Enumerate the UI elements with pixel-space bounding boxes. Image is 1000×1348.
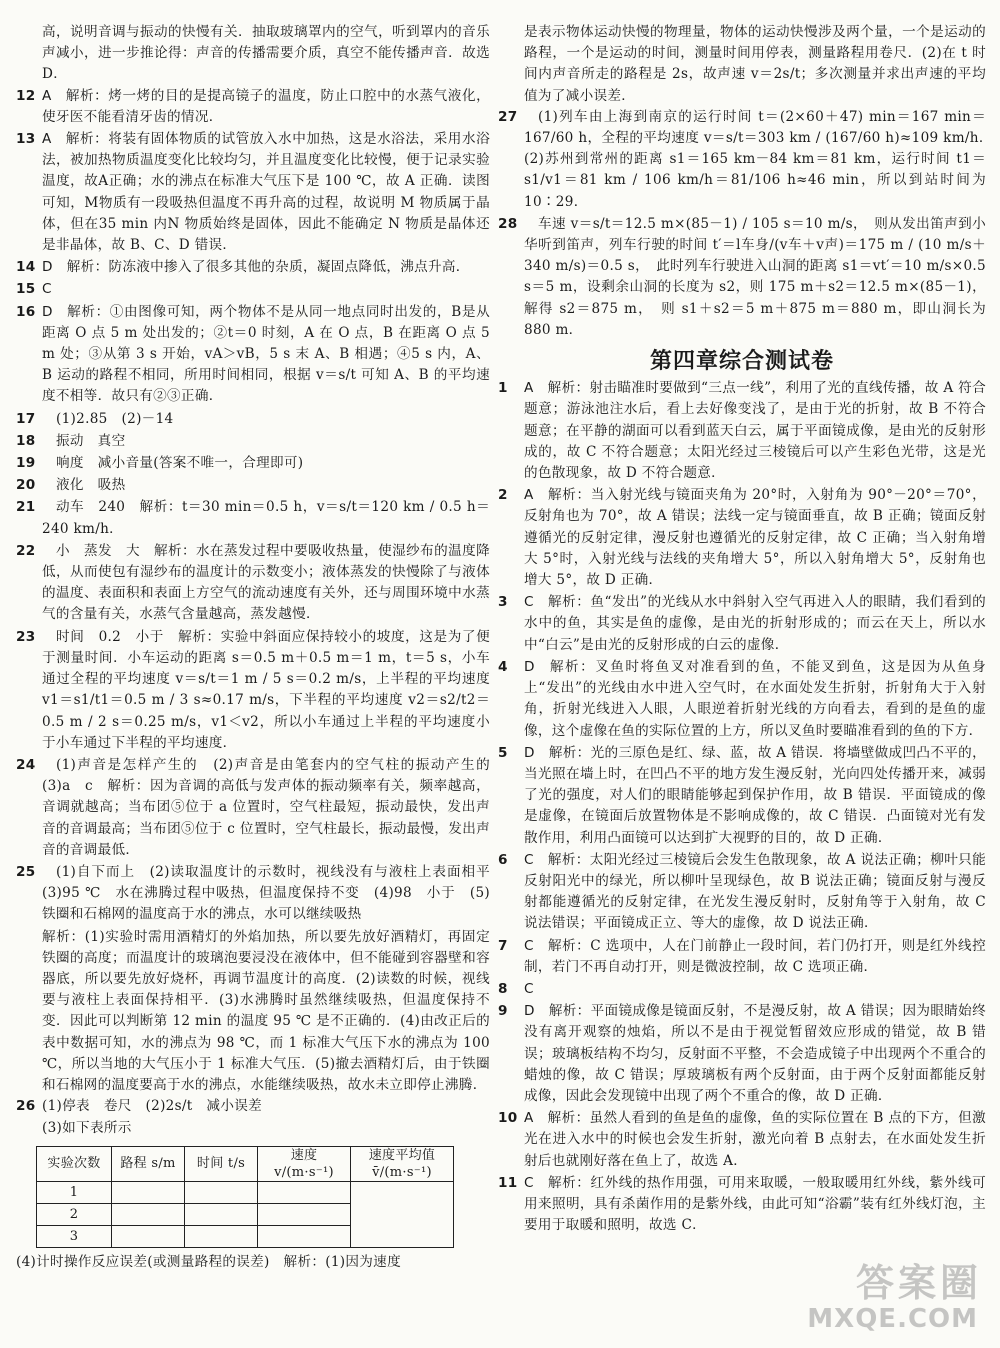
answer-item — [16, 409, 490, 430]
answer-number: 23 — [16, 628, 36, 645]
answer-text — [42, 431, 490, 452]
answer-body: 解析：平面镜成像是镜面反射，不是漫反射，故 A 错误；因为眼睛始终没有离开观察的烛焰，所以不是由于视觉暂留效应形成的错觉，故 B 错误；玻璃板结构不均匀，反射面不平整，不会造成镜子中出现两个不重合的蜡烛的像，故 C 错误；厚玻璃板有两个反射面，由于两个反射面都能反射成像，因此会发现镜中出现了两个不重合的像，故 D 正确． — [524, 1003, 986, 1104]
answer-body: 液化 吸热 — [56, 477, 126, 494]
answer-choice: C — [42, 281, 52, 298]
answer-item — [16, 497, 490, 539]
table-header: 路程 s/m — [112, 1146, 185, 1181]
answer-text — [42, 541, 490, 626]
table-cell: 1 — [37, 1181, 112, 1203]
answer-number: 18 — [16, 432, 36, 449]
answer-choice: D — [524, 658, 535, 675]
answer-number: 2 — [498, 487, 508, 504]
answer-body: 时间 0.2 小于 解析：实验中斜面应保持较小的坡度，这是为了便于测量时间．小车运动的距离 s＝0.5 m＋0.5 m＝1 m，t＝5 s，小车通过全程的平均速度 v＝s/t＝1 m / 5 s＝0.2 m/s，上半程的平均速度 v1＝s1/t1＝0.5 m / 3 s≈0.17 m/s，下半程的平均速度 v2＝s2/t2＝0.5 m / 2 s＝0.25 m/s，v1＜v2，所以小车通过上半程的平均速度小于小车通过下半程的平均速度． — [42, 628, 490, 751]
answer-text — [42, 627, 490, 754]
answer-choice: A — [42, 131, 52, 148]
answer-text — [42, 409, 490, 430]
answer-26 — [16, 1096, 490, 1117]
answer-choice: C — [524, 1174, 534, 1191]
answer-body: 动车 240 解析：t＝30 min＝0.5 h，v＝s/t＝120 km / 0.5 h＝240 km/h． — [42, 499, 490, 537]
answer-body: 车速 v＝s/t＝12.5 m×(85－1) / 105 s＝10 m/s， 则从发出笛声到小华听到笛声，列车行驶的时间 t′＝l车身/(v车＋v声)＝175 m / (10 m/s＋340 m/s)＝0.5 s， 此时列车行驶进入山洞的距离 s1＝vt′＝10 m/s×0.5 s＝5 m，设剩余山洞的长度为 s2，则 175 m＋s2＝12.5 m×(85－1)，解得 s2＝875 m， 则 s1＋s2＝5 m＋875 m＝880 m，即山洞长为 880 m． — [524, 215, 986, 338]
answer-item — [498, 107, 1000, 213]
answer-text — [524, 107, 1000, 213]
answer-item — [16, 129, 490, 256]
table-cell: 2 — [37, 1203, 112, 1225]
answer-item — [16, 302, 490, 408]
answer-choice: D — [524, 744, 535, 761]
answer-body: 解析：烤一烤的目的是提高镜子的温度，防止口腔中的水蒸气液化，使牙医不能看清牙齿的情况． — [42, 87, 490, 125]
answer-text — [524, 485, 986, 591]
answer-body: (1)自下而上 (2)读取温度计的示数时，视线没有与液柱上表面相平 (3)95 ℃ 水在沸腾过程中吸热，但温度保持不变 (4)98 小于 (5)铁圈和石棉网的温度高于水的沸点，水可以继续吸热 — [42, 863, 504, 923]
answer-body: 振动 真空 — [56, 432, 126, 449]
answer-number: 10 — [498, 1110, 518, 1127]
answer-item — [498, 214, 986, 341]
answer-body: 解析：将装有固体物质的试管放入水中加热，这是水浴法，采用水浴法，被加热物质温度变化比较均匀，并且温度变化比较慢，便于记录实验温度，故A正确；水的沸点在标准大气压下是 100 ℃，故 A 正确．读图可知，M物质有一段吸热但温度不再升高的过程，故说明 M 物质属于晶体，但在35 min 内N 物质始终是固体，因此不能确定 N 物质是晶体还是非晶体，故 B、C、D 错误． — [42, 131, 490, 254]
answer-text — [42, 302, 490, 408]
answer-26-end: (4)计时操作反应误差(或测量路程的误差) 解析：(1)因为速度 — [16, 1254, 401, 1271]
answer-item — [498, 850, 986, 935]
section-title: 第四章综合测试卷 — [649, 349, 834, 375]
answer-choice: C — [524, 937, 534, 954]
answer-number: 8 — [498, 980, 508, 997]
answer-body: (1)列车由上海到南京的运行时间 t＝(2×60＋47) min＝167 min＝167/60 h，全程的平均速度 v＝s/t＝303 km / (167/60 h)≈109 km/h． (2)苏州到常州的距离 s1＝165 km－84 km＝81 km，运行时间 t1＝s1/v1＝81 km / 106 km/h＝81/106 h≈46 min，所以到站时间为 10∶29． — [524, 108, 1000, 210]
answer-choice: A — [524, 1110, 534, 1127]
answer-item — [498, 592, 986, 656]
answer-number: 16 — [16, 303, 36, 320]
answer-body: 解析：①由图像可知，两个物体不是从同一地点同时出发的，B是从距离 O 点 5 m 处出发的；②t＝0 时刻，A 在 O 点，B 在距离 O 点 5 m 处；③从第 3 s 开始，vA＞vB，5 s 末 A、B 相遇；④5 s 内，A、B 运动的路程不相同，所用时间相同，根据 v＝s/t 可知 A、B 的平均速度不相等．故只有②③正确． — [42, 303, 490, 405]
answer-number: 17 — [16, 410, 36, 427]
chapter4-answer-list — [498, 378, 986, 1236]
answer-body: 解析：太阳光经过三棱镜后会发生色散现象，故 A 说法正确；柳叶只能反射阳光中的绿光，所以柳叶呈现绿色，故 B 说法正确；镜面反射与漫反射都能遵循光的反射定律，在光发生漫反射时，反射角等于入射角，故 C 说法错误；平面镜成正立、等大的虚像，故 D 说法正确． — [524, 851, 986, 932]
table-header: 速度平均值 v̄/(m·s⁻¹) — [351, 1146, 454, 1181]
answer-choice: A — [524, 380, 534, 397]
answer-choice: C — [524, 851, 534, 868]
answer-number: 13 — [16, 131, 36, 148]
answer-text — [42, 129, 490, 256]
answer-number: 5 — [498, 744, 508, 761]
answer-text — [42, 453, 490, 474]
answer-body: 解析：虽然人看到的鱼是鱼的虚像，鱼的实际位置在 B 点的下方，但激光在进入水中的时候也会发生折射，激光向着 B 点射去，在水面处发生折射后也就刚好落在鱼上了，故选 A． — [524, 1110, 986, 1169]
answer-text — [524, 743, 986, 849]
answer-number: 21 — [16, 499, 36, 516]
answer-number: 3 — [498, 594, 508, 611]
answer-number: 20 — [16, 477, 36, 494]
answer-text — [42, 279, 490, 300]
answer-number: 24 — [16, 756, 36, 773]
answer-choice: C — [524, 594, 534, 611]
watermark-logo — [806, 1252, 982, 1334]
table-header: 时间 t/s — [185, 1146, 258, 1181]
answer-choice: C — [524, 980, 534, 997]
table-header-row — [37, 1146, 454, 1181]
answer-text — [42, 257, 490, 278]
answer-body: 小 蒸发 大 解析：水在蒸发过程中要吸收热量，使湿纱布的温度降低，从而使包有湿纱布的温度计的示数变小；液体蒸发的快慢除了与液体的温度、表面积和表面上方空气的流动速度有关外，还与周围环境中水蒸气的含量有关，水蒸气含量越高，蒸发越慢． — [42, 542, 490, 623]
answer-number: 1 — [498, 380, 508, 397]
answer-text — [42, 86, 490, 128]
answer-text — [42, 475, 490, 496]
answer-choice: D — [42, 303, 53, 320]
experiment-table — [36, 1146, 454, 1249]
answer-item — [16, 755, 504, 861]
left-column — [16, 22, 504, 1273]
table-header: 实验次数 — [37, 1146, 112, 1181]
answer-number: 7 — [498, 937, 508, 954]
answer-body: 解析：鱼“发出”的光线从水中斜射入空气再进入人的眼睛，我们看到的水中的鱼，其实是鱼的虚像，是由光的折射形成的；而云在天上，所以水中“白云”是由光的反射形成的白云的虚像． — [524, 594, 986, 653]
answer-text — [524, 1001, 986, 1107]
answer-number: 26 — [16, 1098, 36, 1115]
answer-number: 25 — [16, 863, 36, 880]
answer-text — [524, 378, 986, 484]
answer-text — [42, 497, 490, 539]
answer-item — [498, 485, 986, 591]
answer-body: 解析：射击瞄准时要做到“三点一线”，利用了光的直线传播，故 A 符合题意；游泳池注水后，看上去好像变浅了，是由于光的折射，故 B 不符合题意；在平静的湖面可以看到蓝天白云，属于平面镜成像，是由光的反射形成的，故 C 不符合题意；太阳光经过三棱镜后可以产生彩色光带，这是光的色散现象，故 D 不符合题意． — [524, 380, 986, 482]
answer-item — [16, 475, 490, 496]
answer-item — [498, 1001, 986, 1107]
answer-item — [498, 378, 986, 484]
answer-number: 4 — [498, 658, 508, 675]
answer-number: 11 — [498, 1174, 518, 1191]
left-answer-list — [16, 86, 504, 926]
answer-26-line: (1)停表 卷尺 (2)2s/t 减小误差 — [42, 1098, 263, 1115]
answer-body: 解析：防冻液中掺入了很多其他的杂质，凝固点降低，沸点升高． — [66, 259, 470, 276]
answer-text — [524, 850, 986, 935]
intro-paragraph: 高，说明音调与振动的快慢有关．抽取玻璃罩内的空气，听到罩内的音乐声减小，进一步推论得：声音的传播需要介质，真空不能传播声音．故选 D． — [42, 24, 490, 83]
answer-text — [524, 214, 986, 341]
answer-item — [498, 1173, 986, 1237]
answer-25-analysis: 解析：(1)实验时需用酒精灯的外焰加热，所以要先放好酒精灯，再固定铁圈的高度；而温度计的玻璃泡要浸没在液体中，但不能碰到容器壁和容器底，所以要先放好烧杯，再调节温度计的高度．(2)读数的时候，视线要与液柱上表面保持相平．(3)水沸腾时虽然继续吸热，但温度保持不变．因此可以判断第 12 min 的温度 95 ℃ 是不正确的．(4)由改正后的表中数据可知，水的沸点为 98 ℃，而 1 标准大气压下水的沸点为 100 ℃，所以当地的大气压小于 1 标准大气压．(5)撤去酒精灯后，由于铁圈和石棉网的温度要高于水的沸点，水能继续吸热，故水未立即停止沸腾． — [42, 928, 490, 1093]
answer-number: 15 — [16, 281, 36, 298]
answer-item — [498, 657, 986, 742]
answer-choice: A — [524, 487, 534, 504]
right-answer-list — [498, 107, 1000, 341]
answer-choice: A — [42, 87, 52, 104]
answer-item — [16, 431, 490, 452]
answer-number: 14 — [16, 259, 36, 276]
answer-body: 解析：C 选项中，人在门前静止一段时间，若门仍打开，则是红外线控制，若门不再自动打开，则是微波控制，故 C 选项正确． — [524, 937, 986, 975]
answer-text — [524, 1108, 986, 1172]
answer-item — [16, 541, 490, 626]
answer-text — [42, 862, 504, 926]
answer-body: (1)2.85 (2)－14 — [56, 410, 174, 427]
answer-number: 22 — [16, 542, 36, 559]
answer-item — [16, 453, 490, 474]
answer-body: 解析：叉鱼时将鱼叉对准看到的鱼，不能叉到鱼，这是因为从鱼身上“发出”的光线由水中进入空气时，在水面处发生折射，折射角大于入射角，折射光线进入人眼，人眼逆着折射光线的方向看去，看到的是鱼的虚像，这个虚像在鱼的实际位置的上方，所以叉鱼时要瞄准看到的鱼的下方． — [524, 658, 986, 739]
answer-number: 27 — [498, 108, 518, 125]
answer-item — [498, 936, 986, 978]
answer-item — [16, 279, 490, 300]
answer-text — [524, 979, 986, 1000]
answer-text — [42, 755, 504, 861]
answer-body: 响度 减小音量(答案不唯一，合理即可) — [56, 455, 304, 472]
answer-choice: D — [42, 259, 53, 276]
answer-choice: D — [524, 1003, 535, 1020]
table-cell: 3 — [37, 1225, 112, 1247]
answer-number: 6 — [498, 851, 508, 868]
right-column — [498, 22, 1000, 1237]
table-row — [37, 1181, 454, 1203]
answer-text — [524, 1173, 986, 1237]
answer-item — [498, 1108, 986, 1172]
answer-text — [524, 592, 986, 656]
watermark-url: MXQE.COM — [807, 1304, 978, 1334]
answer-body: 解析：光的三原色是红、绿、蓝，故 A 错误．将墙壁做成凹凸不平的，当光照在墙上时，在凹凸不平的地方发生漫反射，光向四处传播开来，减弱了光的强度，对人们的眼睛能够起到保护作用，故 B 错误．平面镜成的像是虚像，在镜面后放置物体是不影响成像的，故 C 错误．凸面镜对光有发散作用，利用凸面镜可以达到扩大视野的目的，故 D 正确． — [524, 744, 986, 846]
answer-item — [16, 86, 490, 128]
answer-text — [524, 657, 986, 742]
answer-number: 12 — [16, 87, 36, 104]
answer-number: 9 — [498, 1003, 508, 1020]
answer-text — [524, 936, 986, 978]
answer-body: (1)声音是怎样产生的 (2)声音是由笔套内的空气柱的振动产生的 (3)a c 解析：因为音调的高低与发声体的振动频率有关，频率越高，音调就越高；当布团⑤位于 a 位置时，空气柱最短，振动最快，发出声音的音调最高；当布团⑤位于 c 位置时，空气柱最长，振动最慢，发出声音的音调最低． — [42, 756, 504, 858]
answer-item — [16, 257, 490, 278]
answer-body: 解析：当入射光线与镜面夹角为 20°时，入射角为 90°－20°＝70°，反射角也为 70°，故 A 错误；法线一定与镜面垂直，故 B 正确；镜面反射遵循光的反射定律，漫反射也遵循光的反射定律，故 C 正确；当入射角增大 5°时，入射光线与法线的夹角增大 5°，所以入射角增大 5°，反射角也增大 5°，故 D 正确． — [524, 487, 986, 589]
answer-item — [498, 979, 986, 1000]
answer-item — [16, 862, 504, 926]
right-top-paragraph: 是表示物体运动快慢的物理量，物体的运动快慢涉及两个量，一个是运动的路程，一个是运动的时间，测量时间用停表，测量路程用卷尺．(2)在 t 时间内声音所走的路程是 2s，故声速 v＝2s/t；多次测量并求出声速的平均值为了减小误差． — [524, 24, 986, 104]
watermark-text: 答案圈 — [855, 1261, 982, 1305]
answer-number: 19 — [16, 455, 36, 472]
answer-item — [16, 627, 490, 754]
table-caption: (3)如下表所示 — [42, 1120, 132, 1137]
answer-number: 28 — [498, 215, 518, 232]
answer-item — [498, 743, 986, 849]
table-header: 速度 v/(m·s⁻¹) — [258, 1146, 351, 1181]
answer-body: 解析：红外线的热作用强，可用来取暖，一般取暖用红外线，紫外线可用来照明，具有杀菌作用的是紫外线，由此可知“浴霸”装有红外线灯泡，主要用于取暖和照明，故选 C． — [524, 1174, 986, 1234]
